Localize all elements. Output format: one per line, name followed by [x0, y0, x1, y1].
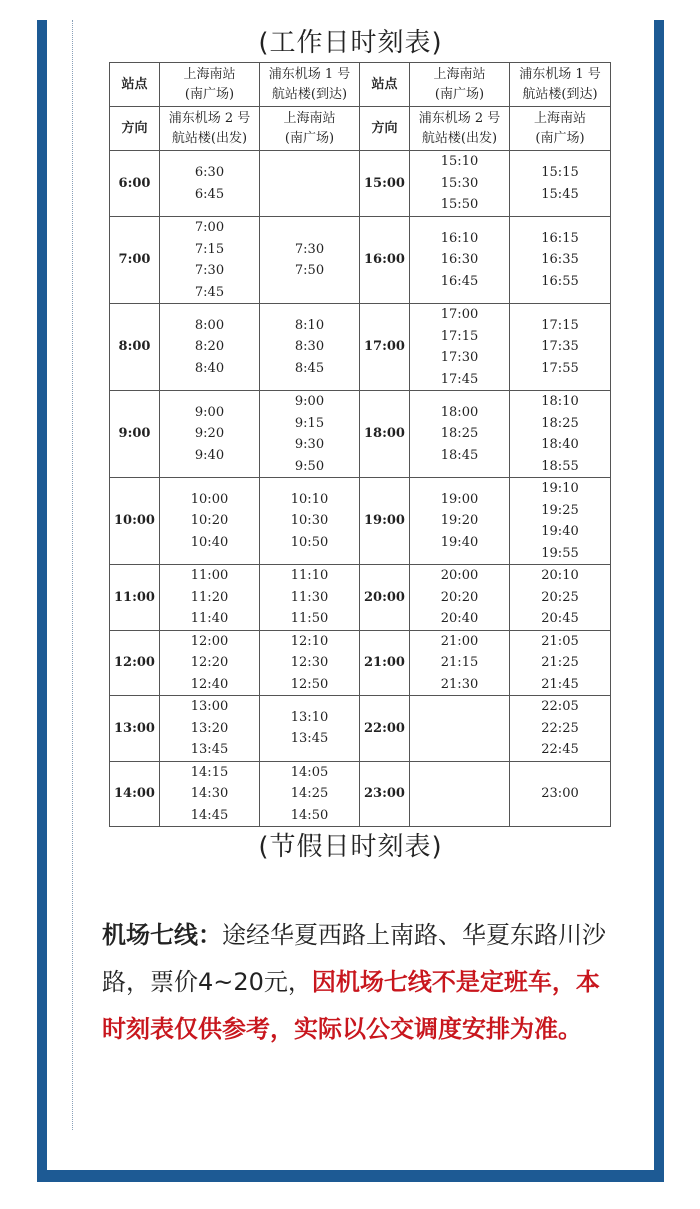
times-to-station-text: 9:00 9:15 9:30 9:50 — [294, 394, 325, 474]
station-a-cell — [160, 63, 260, 107]
times-to-station-text: 10:10 10:30 10:50 — [290, 491, 329, 550]
route-note — [102, 912, 622, 1053]
hour-text: 22:00 — [364, 720, 405, 736]
hour-cell — [360, 630, 410, 696]
times-to-airport-cell — [410, 217, 510, 304]
hour-text: 10:00 — [114, 513, 155, 529]
station-b-text: 浦东机场 1 号 航站楼(到达) — [268, 66, 351, 102]
times-to-airport-text: 14:15 14:30 14:45 — [190, 764, 229, 823]
times-to-station-text: 16:15 16:35 16:55 — [541, 230, 579, 289]
hour-cell — [360, 478, 410, 565]
times-to-station-text: 20:10 20:25 20:45 — [541, 568, 579, 626]
times-to-station-cell — [510, 630, 611, 696]
hour-cell — [360, 304, 410, 391]
times-to-airport-cell — [410, 478, 510, 565]
times-to-airport-cell — [160, 565, 260, 631]
times-to-station-text: 23:00 — [541, 786, 579, 801]
times-to-station-cell — [510, 565, 611, 631]
direction-label: 方向 — [360, 107, 410, 151]
hour-text: 11:00 — [114, 589, 155, 605]
times-to-station-cell — [260, 565, 360, 631]
times-to-airport-text: 21:00 21:15 21:30 — [440, 633, 479, 692]
hour-text: 8:00 — [118, 339, 151, 355]
frame-left-border — [37, 20, 47, 1182]
times-to-airport-cell — [410, 304, 510, 391]
table-row — [110, 151, 611, 217]
hour-cell — [110, 217, 160, 304]
times-to-station-cell — [260, 304, 360, 391]
direction-b-text: 上海南站 (南广场) — [533, 110, 586, 146]
station-b-text: 浦东机场 1 号 航站楼(到达) — [519, 66, 601, 102]
hour-cell — [360, 565, 410, 631]
times-to-airport-cell — [160, 217, 260, 304]
hour-text: 19:00 — [364, 513, 405, 529]
times-to-station-text: 21:05 21:25 21:45 — [541, 633, 579, 692]
times-to-airport-text: 20:00 20:20 20:40 — [440, 568, 479, 626]
hour-cell — [110, 565, 160, 631]
table-row — [110, 391, 611, 478]
hour-cell — [360, 391, 410, 478]
hour-text: 15:00 — [364, 175, 405, 191]
table-row — [110, 630, 611, 696]
dotted-guide-line — [72, 20, 73, 1130]
route-note-body: 途经华夏西路上南路、华夏东路川沙路，票价4~20元， — [102, 921, 606, 996]
hour-text: 16:00 — [364, 252, 405, 268]
hour-cell — [110, 304, 160, 391]
direction-label: 方向 — [110, 107, 160, 151]
times-to-airport-text: 16:10 16:30 16:45 — [440, 230, 479, 289]
times-to-airport-text: 19:00 19:20 19:40 — [440, 491, 479, 550]
hour-text: 12:00 — [114, 655, 155, 670]
times-to-station-cell — [510, 151, 611, 217]
times-to-airport-cell — [410, 565, 510, 631]
station-label: 站点 — [110, 63, 160, 107]
hour-text: 6:00 — [118, 175, 151, 191]
times-to-station-text: 18:10 18:25 18:40 18:55 — [541, 394, 579, 474]
times-to-station-text: 17:15 17:35 17:55 — [541, 317, 579, 376]
timetable-body — [110, 63, 611, 827]
table-row — [110, 304, 611, 391]
table-row — [110, 696, 611, 762]
hour-cell — [110, 630, 160, 696]
times-to-station-cell — [260, 217, 360, 304]
station-b-cell — [510, 63, 611, 107]
times-to-airport-cell — [160, 151, 260, 217]
times-to-airport-text: 18:00 18:25 18:45 — [440, 404, 479, 463]
times-to-airport-cell — [160, 304, 260, 391]
hour-cell — [360, 151, 410, 217]
times-to-station-cell — [510, 761, 611, 827]
direction-a-cell — [160, 107, 260, 151]
times-to-station-text: 12:10 12:30 12:50 — [290, 633, 329, 692]
times-to-airport-cell — [160, 391, 260, 478]
hour-text: 17:00 — [364, 339, 405, 355]
times-to-airport-cell — [160, 478, 260, 565]
times-to-airport-cell — [160, 761, 260, 827]
hour-text: 18:00 — [364, 426, 405, 442]
station-label: 站点 — [360, 63, 410, 107]
hour-cell — [110, 696, 160, 762]
hour-cell — [110, 761, 160, 827]
times-to-station-cell — [510, 304, 611, 391]
route-note-warning: 因机场七线不是定班车，本时刻表仅供参考，实际以公交调度安排为准。 — [102, 968, 600, 1043]
table-row — [110, 217, 611, 304]
times-to-station-cell — [510, 217, 611, 304]
times-to-station-text: 15:15 15:45 — [541, 165, 579, 202]
times-to-airport-cell — [410, 696, 510, 762]
times-to-station-cell — [260, 391, 360, 478]
times-to-station-text: 11:10 11:30 11:50 — [290, 568, 329, 626]
times-to-airport-cell — [160, 696, 260, 762]
times-to-airport-text: 13:00 13:20 13:45 — [190, 699, 229, 757]
hour-text: 7:00 — [118, 252, 151, 268]
times-to-station-cell — [260, 151, 360, 217]
times-to-airport-cell — [160, 630, 260, 696]
times-to-airport-text: 9:00 9:20 9:40 — [194, 404, 225, 463]
timetable — [109, 62, 611, 827]
times-to-station-text: 13:10 13:45 — [290, 709, 329, 747]
times-to-airport-text: 8:00 8:20 8:40 — [194, 317, 225, 376]
holiday-schedule-heading: (节假日时刻表) — [258, 832, 443, 862]
times-to-station-text: 19:10 19:25 19:40 19:55 — [541, 481, 579, 561]
times-to-station-text: 14:05 14:25 14:50 — [290, 764, 329, 823]
times-to-station-text: 8:10 8:30 8:45 — [294, 317, 325, 376]
hour-text: 9:00 — [118, 426, 151, 442]
table-row — [110, 761, 611, 827]
frame-right-border — [654, 20, 664, 1182]
times-to-station-cell — [510, 696, 611, 762]
times-to-airport-text: 11:00 11:20 11:40 — [190, 568, 229, 626]
times-to-airport-text: 12:00 12:20 12:40 — [190, 633, 229, 692]
times-to-station-cell — [260, 630, 360, 696]
station-b-cell — [260, 63, 360, 107]
times-to-station-cell — [260, 696, 360, 762]
direction-a-cell — [410, 107, 510, 151]
table-row — [110, 478, 611, 565]
table-header-row-station — [110, 63, 611, 107]
hour-cell — [110, 151, 160, 217]
station-a-text: 上海南站 (南广场) — [183, 66, 236, 102]
times-to-station-text: 7:30 7:50 — [294, 241, 325, 278]
hour-text: 13:00 — [114, 720, 155, 736]
frame-bottom-border — [37, 1170, 664, 1182]
hour-text: 14:00 — [114, 786, 155, 801]
station-a-cell — [410, 63, 510, 107]
times-to-airport-text: 10:00 10:20 10:40 — [190, 491, 229, 550]
times-to-airport-text: 6:30 6:45 — [194, 165, 225, 202]
table-header-row-direction — [110, 107, 611, 151]
direction-b-cell — [510, 107, 611, 151]
hour-cell — [360, 761, 410, 827]
times-to-airport-cell — [410, 391, 510, 478]
hour-cell — [110, 478, 160, 565]
direction-a-text: 浦东机场 2 号 航站楼(出发) — [418, 110, 501, 146]
times-to-station-cell — [260, 478, 360, 565]
hour-text: 21:00 — [364, 655, 405, 670]
hour-cell — [360, 217, 410, 304]
times-to-station-cell — [260, 761, 360, 827]
route-note-lead: 机场七线： — [102, 921, 222, 949]
hour-cell — [360, 696, 410, 762]
station-a-text: 上海南站 (南广场) — [433, 66, 486, 102]
times-to-airport-cell — [410, 630, 510, 696]
times-to-station-text: 22:05 22:25 22:45 — [541, 699, 579, 757]
direction-b-cell — [260, 107, 360, 151]
times-to-airport-text: 15:10 15:30 15:50 — [440, 154, 479, 213]
table-row — [110, 565, 611, 631]
hour-text: 20:00 — [364, 589, 405, 605]
times-to-station-cell — [510, 478, 611, 565]
hour-cell — [110, 391, 160, 478]
direction-b-text: 上海南站 (南广场) — [283, 110, 336, 146]
times-to-station-cell — [510, 391, 611, 478]
times-to-airport-cell — [410, 151, 510, 217]
times-to-airport-text: 17:00 17:15 17:30 17:45 — [440, 307, 479, 387]
hour-text: 23:00 — [364, 786, 405, 801]
direction-a-text: 浦东机场 2 号 航站楼(出发) — [168, 110, 251, 146]
workday-schedule-heading: (工作日时刻表) — [258, 28, 443, 58]
times-to-airport-text: 7:00 7:15 7:30 7:45 — [194, 220, 225, 300]
times-to-airport-cell — [410, 761, 510, 827]
